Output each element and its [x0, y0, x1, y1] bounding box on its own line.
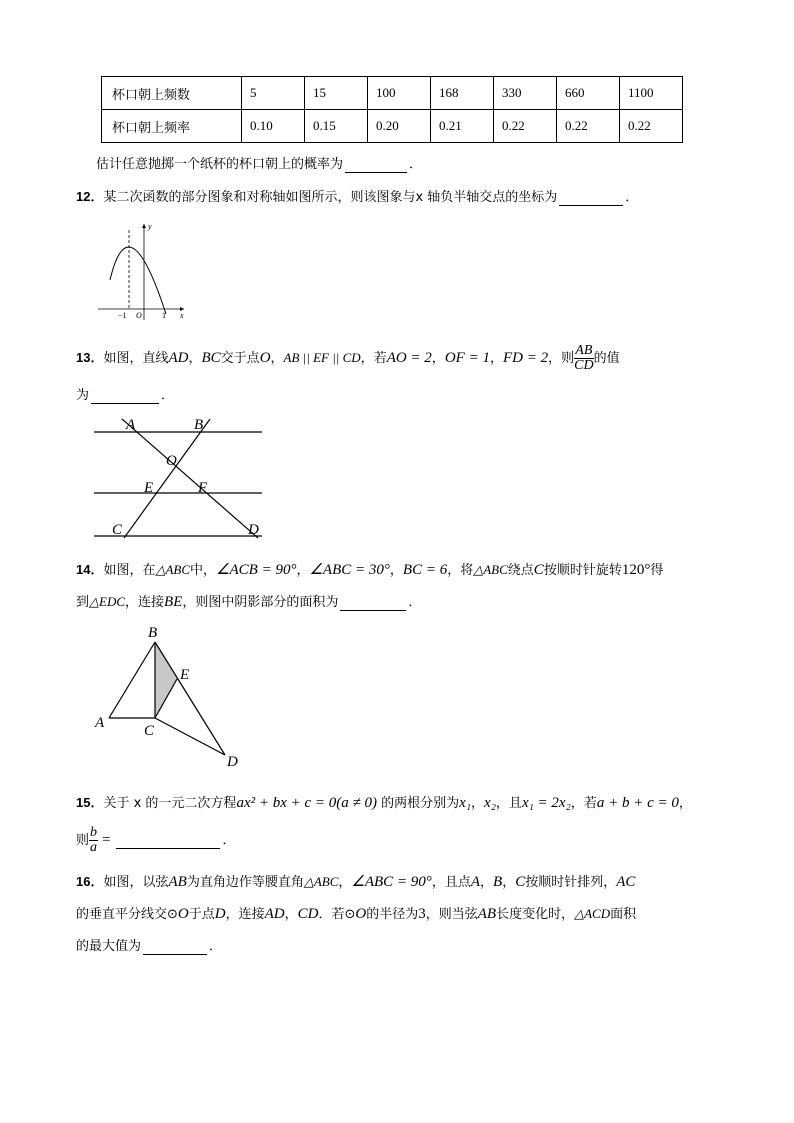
point-label: A — [126, 417, 136, 433]
table-row — [102, 110, 683, 143]
text: 交于点 — [220, 351, 260, 366]
point-label: D — [248, 522, 259, 538]
question-number: 12． — [76, 189, 104, 204]
table-cell: 660 — [557, 77, 620, 110]
question-16-line2: 的垂直平分线交⊙O于点D，连接AD，CD．若⊙O的半径为3，则当弦AB长度变化时，△ACD面积 — [76, 906, 637, 922]
math: OF = 1 — [444, 350, 490, 366]
math: △ABC — [473, 562, 508, 577]
question-13-line2: 为 ． — [76, 388, 175, 403]
table-cell: 0.22 — [557, 110, 620, 143]
math: FD = 2 — [502, 350, 549, 366]
point-label: E — [144, 480, 154, 496]
text: 如图，直线 — [103, 351, 169, 366]
text: ，则图中阴影部分的面积为 — [182, 595, 339, 610]
table-cell: 杯口朝上频数 — [102, 77, 242, 110]
question-number: 14． — [76, 562, 104, 577]
math: 120° — [621, 562, 651, 578]
text: 则 — [76, 833, 90, 848]
question-13 — [76, 344, 620, 373]
math: AB — [168, 874, 187, 890]
point-label: C — [112, 522, 123, 538]
math: x₁ = 2x₂ — [521, 795, 571, 811]
text: 如图，以弦 — [103, 875, 169, 890]
question-15: 15．关于 x 的一元二次方程ax² + bx + c = 0(a ≠ 0) 的两根分别为x₁，x₂，且x₁ = 2x₂，若a + b + c = 0， — [76, 795, 692, 811]
rotation-triangle-figure — [90, 620, 250, 770]
frequency-table — [101, 76, 683, 143]
numerator: AB — [575, 343, 593, 358]
question-16: 16．如图，以弦AB为直角边作等腰直角△ABC，∠ABC = 90°，且点A，B，C按顺时针排列，AC — [76, 874, 636, 890]
text: ， — [489, 351, 503, 366]
point-label: A — [95, 715, 105, 731]
question-15-line2: 则 $\frac{b}{a}$ = ． — [76, 825, 236, 855]
point-label: O — [166, 453, 177, 469]
math: △ABC — [303, 874, 339, 889]
table-cell: 1100 — [620, 77, 683, 110]
text: 如图，在 — [103, 563, 156, 578]
answer-blank — [143, 939, 207, 955]
math: D — [214, 906, 226, 922]
math: ax² + bx + c = 0(a ≠ 0) — [236, 795, 377, 811]
math: C — [515, 874, 526, 890]
math: △ABC — [155, 562, 191, 577]
question-number: 16． — [76, 874, 104, 889]
table-cell: 5 — [242, 77, 305, 110]
text: 中， — [190, 563, 217, 578]
point-label: B — [194, 417, 204, 433]
text: ， — [678, 796, 692, 811]
text: 为 — [76, 388, 90, 403]
text: 的垂直平分线交⊙ — [76, 907, 178, 922]
point-label: E — [180, 667, 190, 683]
math: AO = 2 — [386, 350, 432, 366]
y-axis-label: y — [148, 222, 152, 231]
math: △EDC — [89, 594, 126, 609]
fraction — [89, 826, 98, 855]
tick-label: 1 — [162, 311, 166, 320]
text: 的两根分别为 — [381, 796, 460, 811]
math: △ACD — [574, 906, 611, 921]
tick-label: −1 — [118, 311, 127, 320]
x-axis-label: x — [180, 311, 184, 320]
denominator: CD — [574, 358, 594, 373]
math: BE — [164, 594, 183, 610]
text: ， — [188, 351, 202, 366]
fraction — [574, 344, 593, 373]
text: ， — [431, 351, 445, 366]
text: ，则 — [548, 351, 575, 366]
question-12: 12．某二次函数的部分图象和对称轴如图所示，则该图象与x 轴负半轴交点的坐标为 ． — [76, 189, 639, 205]
parabola-figure — [96, 220, 192, 324]
text: ，且点 — [431, 875, 471, 890]
math: 3 — [418, 906, 426, 922]
table-row — [102, 77, 683, 110]
answer-blank — [116, 833, 220, 849]
table-cell: 0.22 — [620, 110, 683, 143]
text: 面积 — [610, 907, 637, 922]
text: 的半径为 — [366, 907, 419, 922]
math: ∠ACB = 90° — [216, 562, 297, 578]
text: ，连接 — [225, 907, 265, 922]
math: AC — [616, 874, 636, 890]
question-14-line2: 到△EDC，连接BE，则图中阴影部分的面积为 ． — [76, 594, 422, 610]
text: ， — [270, 351, 284, 366]
text: 于点 — [188, 907, 215, 922]
text: 得 — [650, 563, 664, 578]
math: AD — [264, 906, 285, 922]
text: ，若 — [360, 351, 387, 366]
text: ，则当弦 — [425, 907, 478, 922]
text: ，且 — [495, 796, 522, 811]
math: B — [493, 874, 503, 890]
answer-blank — [340, 595, 406, 611]
answer-blank — [91, 388, 159, 404]
table-cell: 0.10 — [242, 110, 305, 143]
math: A — [470, 874, 480, 890]
text: 按顺时针旋转 — [543, 563, 622, 578]
text: 为直角边作等腰直角 — [186, 875, 304, 890]
table-cell: 100 — [368, 77, 431, 110]
question-number: 15． — [76, 795, 104, 810]
q11-text: 估计任意抛掷一个纸杯的杯口朝上的概率为 — [96, 157, 344, 172]
parallel-lines-figure — [88, 414, 268, 542]
text: ，连接 — [125, 595, 165, 610]
math: BC — [201, 350, 221, 366]
math: C — [533, 562, 544, 578]
math: a + b + c = 0 — [596, 795, 679, 811]
math: AB || EF || CD — [283, 350, 361, 365]
math: O — [177, 906, 189, 922]
table-cell: 0.15 — [305, 110, 368, 143]
table-cell: 0.22 — [494, 110, 557, 143]
math: O — [259, 350, 271, 366]
math: ∠ABC = 90° — [351, 874, 432, 890]
math: ∠ABC = 30° — [309, 562, 390, 578]
numerator: b — [90, 825, 98, 840]
point-label: F — [198, 480, 208, 496]
origin-label: O — [136, 311, 142, 320]
point-label: C — [144, 723, 155, 739]
question-16-line3: 的最大值为 ． — [76, 939, 223, 954]
table-cell: 330 — [494, 77, 557, 110]
table-cell: 15 — [305, 77, 368, 110]
table-cell: 0.21 — [431, 110, 494, 143]
text: 关于 x 的一元二次方程 — [103, 796, 237, 811]
q11-answer-line: 估计任意抛掷一个纸杯的杯口朝上的概率为 ． — [96, 157, 423, 172]
math: CD — [297, 906, 319, 922]
text: 的值 — [593, 351, 620, 366]
math: O — [355, 906, 367, 922]
math: AD — [168, 350, 189, 366]
math: BC = 6 — [402, 562, 448, 578]
table-cell: 0.20 — [368, 110, 431, 143]
denominator: a — [90, 840, 98, 855]
text: ．若⊙ — [318, 907, 356, 922]
text: ，若 — [570, 796, 597, 811]
answer-blank — [559, 190, 623, 206]
math: AB — [477, 906, 497, 922]
text: 长度变化时， — [496, 907, 575, 922]
table-cell: 168 — [431, 77, 494, 110]
question-number: 13． — [76, 350, 104, 365]
question-14: 14．如图，在△ABC中，∠ACB = 90°，∠ABC = 30°，BC = 6，将△ABC绕点C按顺时针旋转120°得 — [76, 562, 664, 578]
math: x₁ — [459, 795, 472, 811]
table-cell: 杯口朝上频率 — [102, 110, 242, 143]
text: 按顺时针排列， — [525, 875, 617, 890]
math: x₂ — [484, 795, 496, 811]
text: ，将 — [447, 563, 474, 578]
text: 绕点 — [507, 563, 534, 578]
point-label: B — [148, 625, 158, 641]
point-label: D — [227, 754, 238, 770]
math: = — [102, 832, 111, 848]
answer-blank — [345, 157, 407, 173]
question-text: 某二次函数的部分图象和对称轴如图所示，则该图象与x 轴负半轴交点的坐标为 — [103, 190, 558, 205]
text: 的最大值为 — [76, 939, 142, 954]
text: 到 — [76, 595, 90, 610]
